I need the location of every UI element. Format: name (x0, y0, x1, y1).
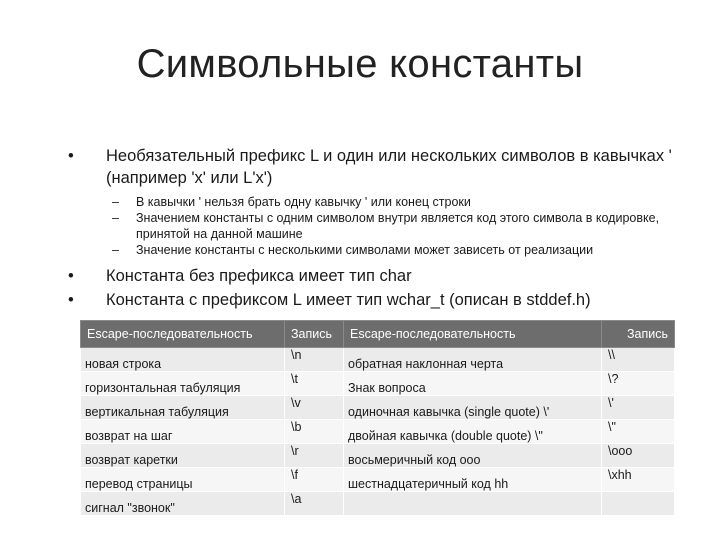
table-cell: обратная наклонная черта (344, 348, 602, 372)
table-cell: \' (602, 396, 675, 420)
sub-bullet-dash: – (112, 195, 119, 209)
table-cell: перевод страницы (81, 468, 285, 492)
slide-title: Символьные константы (136, 42, 584, 86)
table-row (81, 348, 675, 372)
table-cell: горизонтальная табуляция (81, 372, 285, 396)
table-cell: \b (285, 420, 344, 444)
table-cell: возврат на шаг (81, 420, 285, 444)
table-row (81, 396, 675, 420)
table-cell: одиночная кавычка (single quote) \' (344, 396, 602, 420)
sub-bullet-text: Значение константы с несколькими символами может зависеть от реализации (136, 243, 594, 257)
table-cell: \xhh (602, 468, 675, 492)
table-cell: \a (285, 492, 344, 516)
header-cell: Escape-последовательность (344, 321, 602, 348)
table-cell: \" (602, 420, 675, 444)
bullet-dot: • (68, 147, 74, 165)
table-cell: шестнадцатеричный код hh (344, 468, 602, 492)
table-cell: \f (285, 468, 344, 492)
table-cell: двойная кавычка (double quote) \" (344, 420, 602, 444)
bullet-dot: • (68, 267, 74, 285)
bullet-dot: • (68, 291, 74, 309)
table-cell: \v (285, 396, 344, 420)
table-cell: восьмеричный код ооо (344, 444, 602, 468)
table-cell: \\ (602, 348, 675, 372)
table-cell (602, 492, 675, 516)
table-cell: \n (285, 348, 344, 372)
sub-bullet-list (106, 194, 672, 258)
header-cell: Запись (285, 321, 344, 348)
escape-table (80, 320, 675, 516)
sub-bullet-item (106, 210, 672, 242)
bullet-item (62, 264, 672, 288)
table-cell: возврат каретки (81, 444, 285, 468)
bullet-item (62, 288, 672, 312)
bullet-list (62, 145, 672, 312)
sub-bullet-text: В кавычки ' нельзя брать одну кавычку ' или конец строки (136, 195, 471, 209)
table-cell: сигнал "звонок" (81, 492, 285, 516)
sub-bullet-dash: – (112, 211, 119, 225)
table-cell: \r (285, 444, 344, 468)
table-cell: \ooo (602, 444, 675, 468)
table-cell: Знак вопроса (344, 372, 602, 396)
table-row (81, 420, 675, 444)
table-cell: \? (602, 372, 675, 396)
table-cell: \t (285, 372, 344, 396)
table-cell: новая строка (81, 348, 285, 372)
table-row (81, 444, 675, 468)
header-cell: Запись (602, 321, 675, 348)
table-row (81, 492, 675, 516)
table-cell: вертикальная табуляция (81, 396, 285, 420)
sub-bullet-text: Значением константы с одним символом внутри является код этого символа в кодировке, принятой на данной машине (136, 211, 660, 241)
bullet-item (62, 145, 672, 189)
table-row (81, 468, 675, 492)
sub-bullet-item (106, 242, 672, 258)
table-header-row (81, 321, 675, 348)
table-cell (344, 492, 602, 516)
sub-bullet-item (106, 194, 672, 210)
bullet-text: Константа без префикса имеет тип char (106, 267, 412, 285)
bullet-text: Константа с префиксом L имеет тип wchar_t (описан в stddef.h) (106, 291, 591, 309)
table-row (81, 372, 675, 396)
sub-bullet-dash: – (112, 243, 119, 257)
header-cell: Escape-последовательность (81, 321, 285, 348)
bullet-text: Необязательный префикс L и один или нескольких символов в кавычках ' (например 'x' или L'x') (106, 147, 672, 187)
